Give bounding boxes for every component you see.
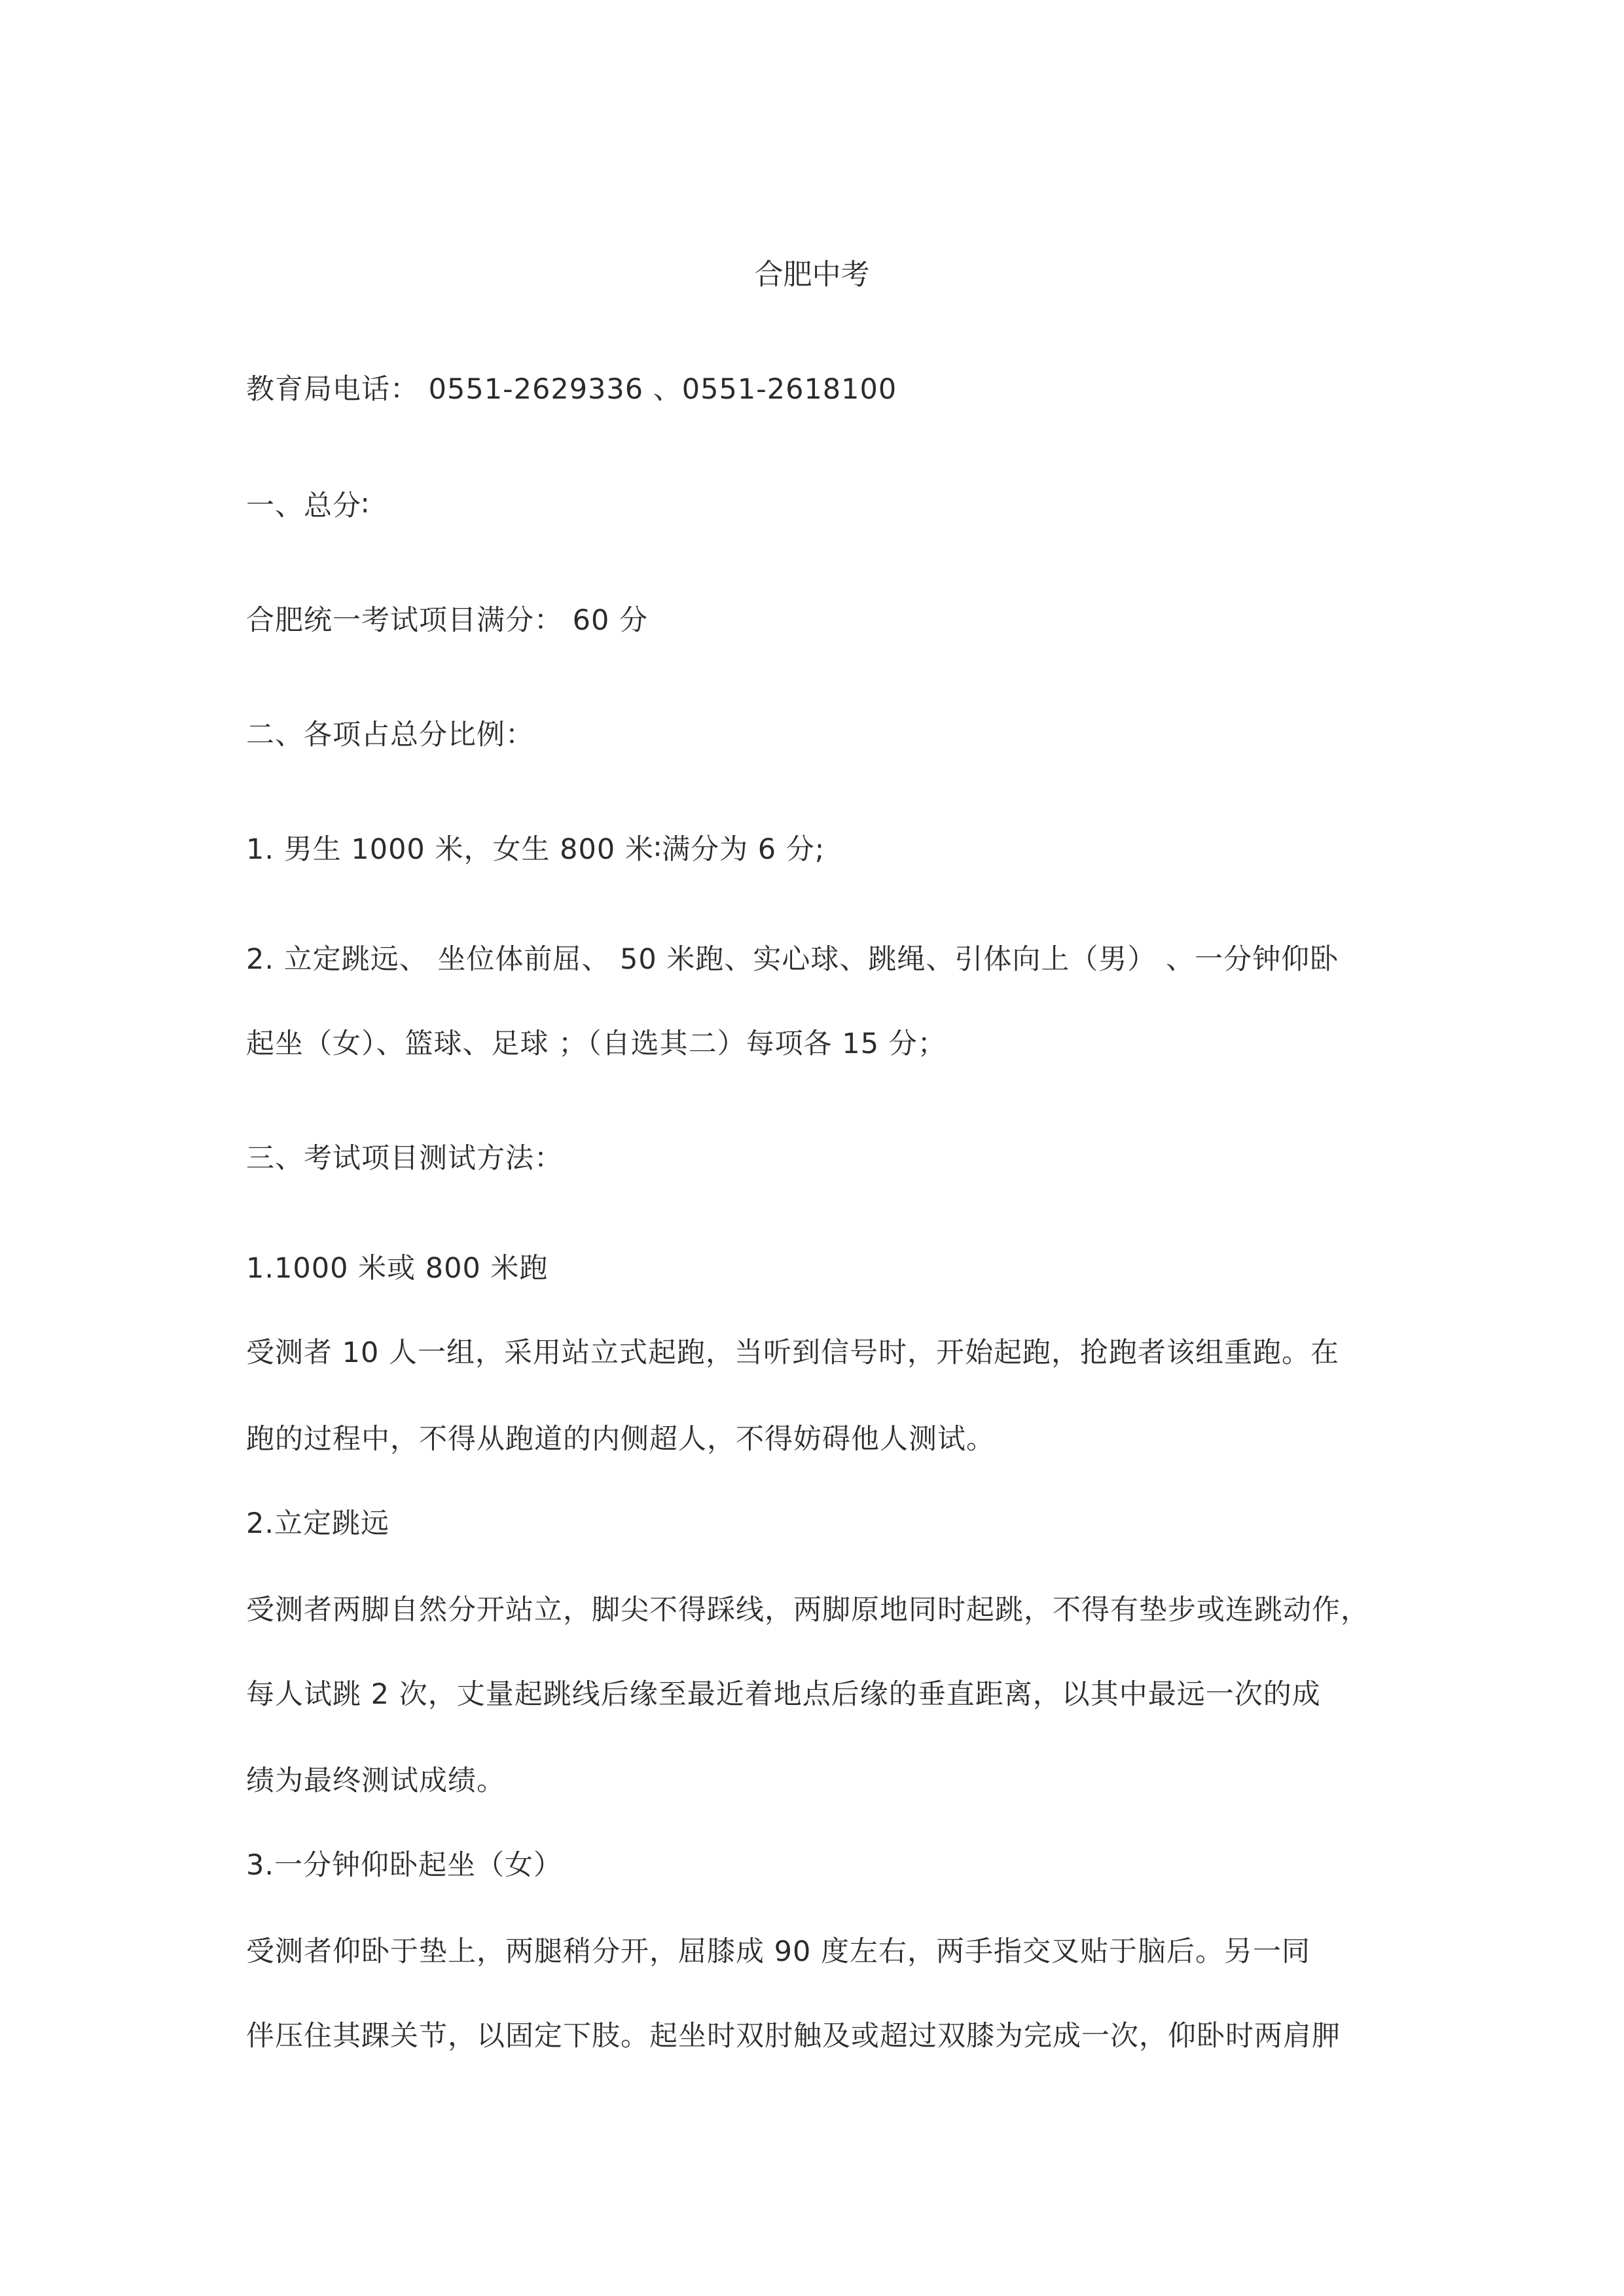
section-heading-total: 一、总分∶ (246, 490, 370, 522)
method-1-text-line1: 受测者 10 人一组，采用站立式起跑，当听到信号时，开始起跑，抢跑者该组重跑。在 (246, 1336, 1340, 1369)
method-3-text-line2: 伴压住其踝关节，以固定下肢。起坐时双肘触及或超过双膝为完成一次，仰卧时两肩胛 (246, 2020, 1341, 2053)
method-3-heading: 3.一分钟仰卧起坐（女） (246, 1849, 563, 1882)
ratio-item-1: 1. 男生 1000 米，女生 800 米∶满分为 6 分; (246, 833, 825, 866)
ratio-item-2-line2: 起坐（女）、篮球、足球 ；（自选其二）每项各 15 分； (246, 1028, 947, 1060)
document-title: 合肥中考 (754, 258, 870, 291)
method-2-heading: 2.立定跳远 (246, 1507, 390, 1540)
total-score-line: 合肥统一考试项目满分： 60 分 (246, 604, 649, 637)
section-heading-ratio: 二、各项占总分比例： (246, 719, 534, 751)
ratio-item-2-line1: 2. 立定跳远、 坐位体前屈、 50 米跑、实心球、跳绳、引体向上（男） 、一分钟仰卧 (246, 943, 1339, 976)
method-2-text-line2: 每人试跳 2 次，丈量起跳线后缘至最近着地点后缘的垂直距离，以其中最远一次的成 (246, 1678, 1321, 1711)
method-2-text-line1: 受测者两脚自然分开站立，脚尖不得踩线，两脚原地同时起跳，不得有垫步或连跳动作， (246, 1594, 1369, 1626)
method-1-heading: 1.1000 米或 800 米跑 (246, 1252, 549, 1285)
method-2-text-line3: 绩为最终测试成绩。 (246, 1765, 505, 1797)
phone-line: 教育局电话： 0551-2629336 、0551-2618100 (246, 373, 897, 406)
section-heading-methods: 三、考试项目测试方法： (246, 1142, 563, 1175)
method-3-text-line1: 受测者仰卧于垫上，两腿稍分开，屈膝成 90 度左右，两手指交叉贴于脑后。另一同 (246, 1935, 1311, 1968)
method-1-text-line2: 跑的过程中，不得从跑道的内侧超人，不得妨碍他人测试。 (246, 1423, 995, 1456)
